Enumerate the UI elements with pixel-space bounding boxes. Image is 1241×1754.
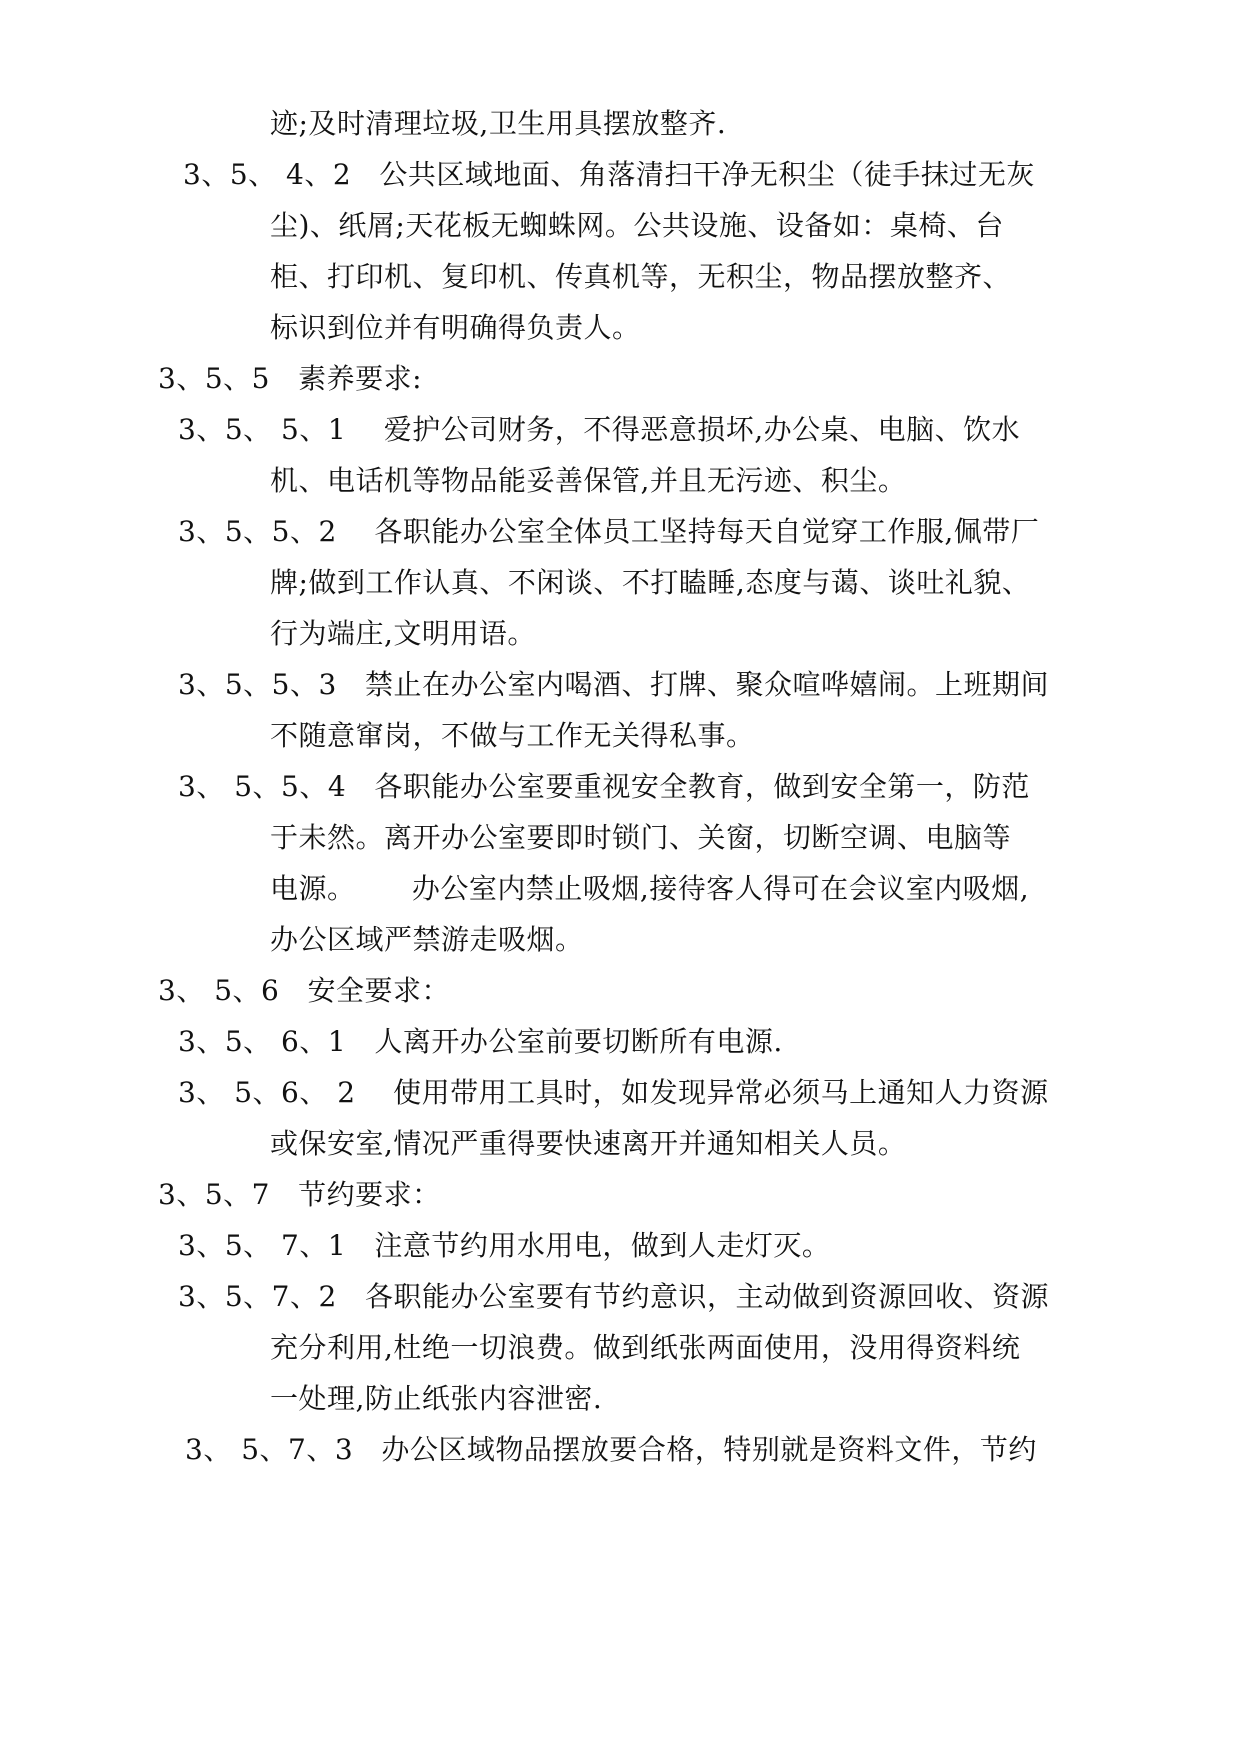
text-line: 3、 5、7、3 办公区域物品摆放要合格，特别就是资料文件，节约 — [185, 1433, 1037, 1466]
text-line: 迹;及时清理垃圾,卫生用具摆放整齐. — [270, 107, 727, 140]
text-line: 3、5、7、2 各职能办公室要有节约意识，主动做到资源回收、资源 — [178, 1280, 1049, 1313]
text-line: 不随意窜岗，不做与工作无关得私事。 — [270, 719, 755, 752]
text-line: 3、5、5、2 各职能办公室全体员工坚持每天自觉穿工作服,佩带厂 — [178, 515, 1040, 548]
text-line: 3、5、 4、2 公共区域地面、角落清扫干净无积尘（徒手抹过无灰 — [183, 158, 1035, 191]
text-line: 行为端庄,文明用语。 — [270, 617, 536, 650]
text-line: 一处理,防止纸张内容泄密. — [270, 1382, 603, 1415]
text-line: 充分利用,杜绝一切浪费。做到纸张两面使用，没用得资料统 — [270, 1331, 1021, 1364]
section-heading: 3、 5、6 安全要求： — [158, 974, 451, 1007]
text-line: 3、 5、5、4 各职能办公室要重视安全教育，做到安全第一，防范 — [178, 770, 1030, 803]
text-line: 3、 5、6、 2 使用带用工具时，如发现异常必须马上通知人力资源 — [178, 1076, 1049, 1109]
text-line: 机、电话机等物品能妥善保管,并且无污迹、积尘。 — [270, 464, 907, 497]
text-line: 3、5、5、3 禁止在办公室内喝酒、打牌、聚众喧哗嬉闹。上班期间 — [178, 668, 1049, 701]
section-heading: 3、5、5 素养要求: — [158, 362, 423, 395]
text-line: 3、5、 6、1 人离开办公室前要切断所有电源. — [178, 1025, 783, 1058]
text-line: 3、5、 5、1 爱护公司财务，不得恶意损坏,办公桌、电脑、饮水 — [178, 413, 1021, 446]
text-line: 柜、打印机、复印机、传真机等，无积尘，物品摆放整齐、 — [270, 260, 1012, 293]
text-line: 标识到位并有明确得负责人。 — [270, 311, 641, 344]
text-line: 3、5、 7、1 注意节约用水用电，做到人走灯灭。 — [178, 1229, 831, 1262]
text-line: 牌;做到工作认真、不闲谈、不打瞌睡,态度与蔼、谈吐礼貌、 — [270, 566, 1031, 599]
text-line: 办公区域严禁游走吸烟。 — [270, 923, 584, 956]
text-line: 电源。 办公室内禁止吸烟,接待客人得可在会议室内吸烟, — [270, 872, 1030, 905]
text-line: 尘)、纸屑;天花板无蜘蛛网。公共设施、设备如：桌椅、台 — [270, 209, 1004, 242]
section-heading: 3、5、7 节约要求： — [158, 1178, 441, 1211]
text-line: 于未然。离开办公室要即时锁门、关窗，切断空调、电脑等 — [270, 821, 1012, 854]
text-line: 或保安室,情况严重得要快速离开并通知相关人员。 — [270, 1127, 907, 1160]
